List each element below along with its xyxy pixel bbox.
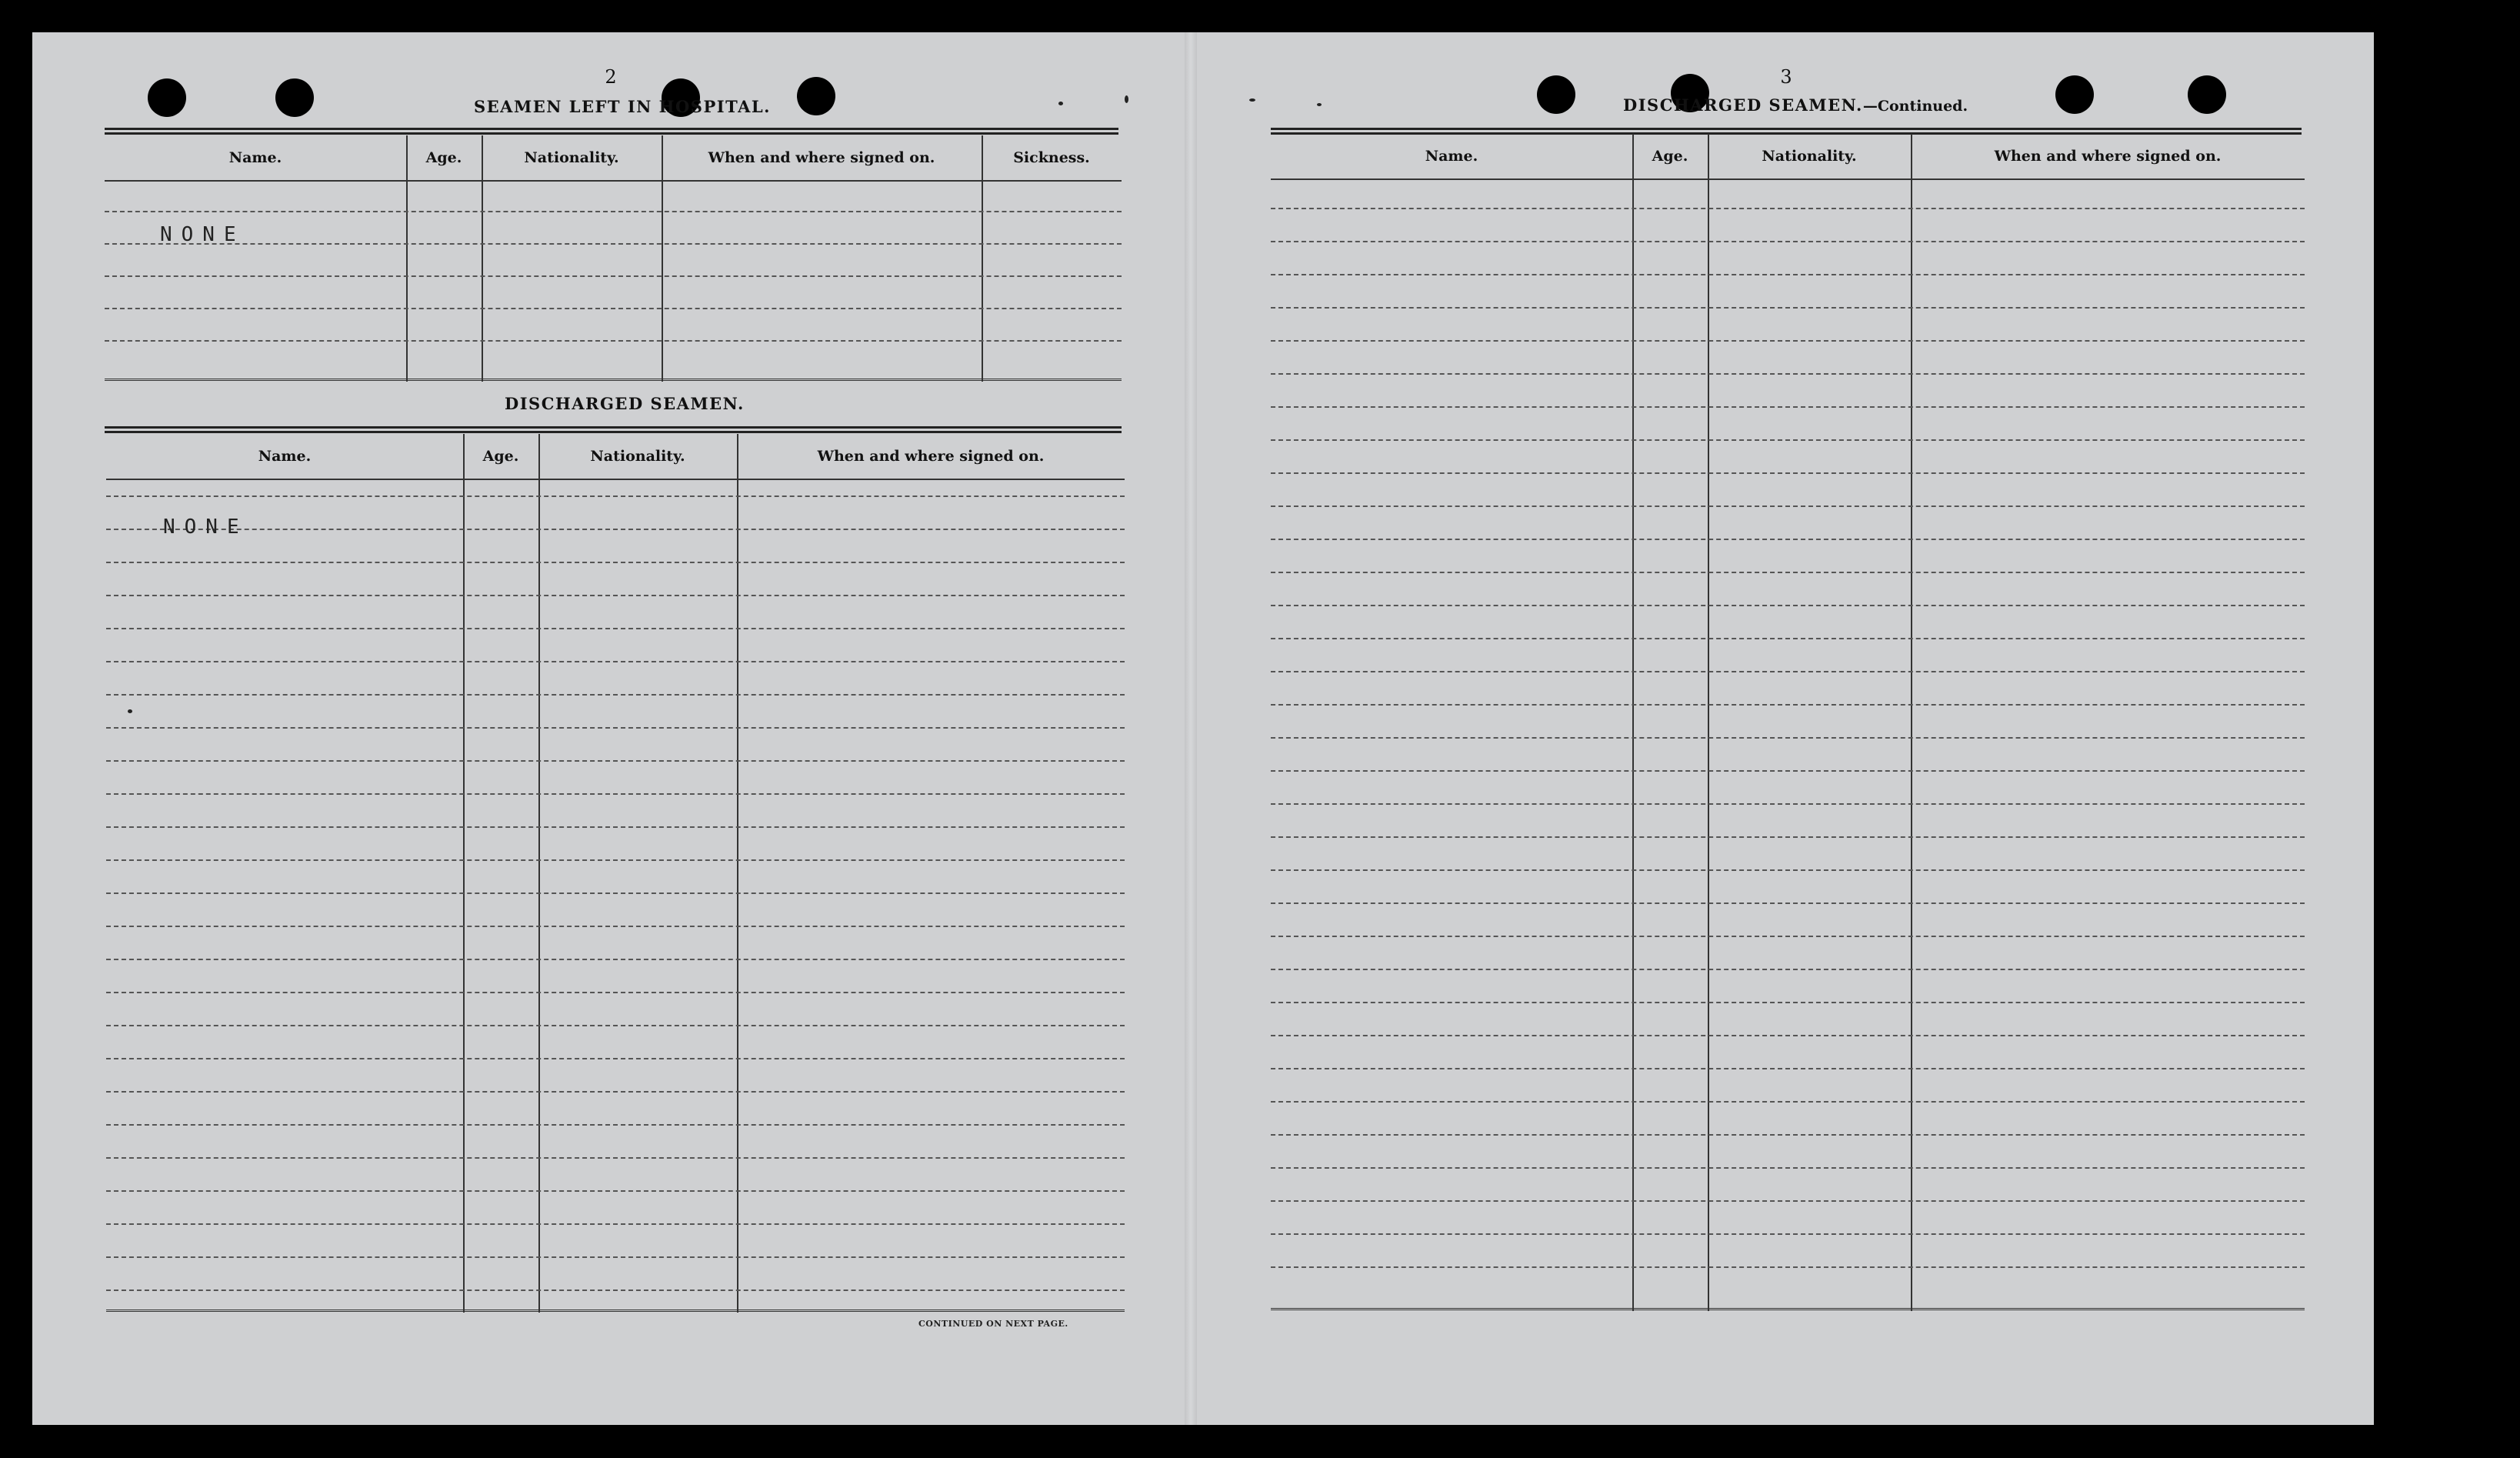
ruled-line xyxy=(106,793,1125,795)
col-header-age: Age. xyxy=(1652,148,1688,165)
header-rule xyxy=(105,128,1118,135)
punch-hole xyxy=(148,78,186,117)
section-title-hospital: SEAMEN LEFT IN HOSPITAL. xyxy=(474,97,771,116)
page-number: 3 xyxy=(1780,66,1792,88)
ledger-bottom-rule xyxy=(1271,1308,2305,1313)
ruled-line xyxy=(1271,373,2305,375)
ruled-line xyxy=(106,628,1125,629)
ruled-line xyxy=(1271,406,2305,408)
ruled-line xyxy=(1271,1101,2305,1103)
col-header-nationality: Nationality. xyxy=(524,149,619,166)
ruled-line xyxy=(1271,770,2305,772)
punch-hole xyxy=(2055,75,2094,114)
ruled-line xyxy=(106,1223,1125,1225)
ruled-line xyxy=(1271,1167,2305,1169)
ruled-line xyxy=(1271,340,2305,342)
ruled-line xyxy=(106,727,1125,729)
hospital-ledger xyxy=(105,135,1122,382)
ruled-line xyxy=(106,959,1125,960)
header-rule xyxy=(105,426,1122,433)
punch-hole xyxy=(275,78,314,117)
ruled-line xyxy=(106,992,1125,993)
ruled-line xyxy=(1271,1068,2305,1069)
ruled-line xyxy=(1271,1002,2305,1003)
col-header-name: Name. xyxy=(1425,148,1478,165)
title-suffix: —Continued. xyxy=(1862,98,1968,115)
ruled-line xyxy=(106,1190,1125,1192)
column-divider xyxy=(982,135,983,382)
ruled-line xyxy=(1271,638,2305,639)
ledger-header xyxy=(106,434,1125,480)
discharged-ledger-left xyxy=(106,434,1125,1313)
column-divider xyxy=(406,135,408,382)
col-header-nationality: Nationality. xyxy=(590,448,685,465)
ruled-line xyxy=(1271,836,2305,838)
ruled-line xyxy=(1271,505,2305,507)
col-header-age: Age. xyxy=(482,448,519,465)
ruled-line xyxy=(106,562,1125,563)
ruled-line xyxy=(1271,1200,2305,1202)
ruled-line xyxy=(106,760,1125,762)
ruled-line xyxy=(1271,539,2305,540)
col-header-sickness: Sickness. xyxy=(1013,149,1090,166)
ruled-line xyxy=(1271,241,2305,242)
ruled-line xyxy=(106,661,1125,662)
ruled-line xyxy=(106,495,1125,497)
ruled-line xyxy=(105,275,1122,277)
ruled-line xyxy=(106,694,1125,696)
continued-note: CONTINUED ON NEXT PAGE. xyxy=(918,1319,1068,1329)
ruled-line xyxy=(1271,472,2305,474)
ruled-line xyxy=(106,892,1125,894)
ruled-line xyxy=(1271,1233,2305,1235)
ruled-line xyxy=(1271,936,2305,937)
speck-mark xyxy=(1317,103,1322,106)
ruled-line xyxy=(1271,439,2305,441)
ruled-line xyxy=(105,308,1122,309)
ledger-bottom-rule xyxy=(105,379,1122,383)
punch-hole xyxy=(1537,75,1575,114)
ruled-line xyxy=(106,1256,1125,1258)
ruled-line xyxy=(106,1124,1125,1126)
ruled-line xyxy=(106,1058,1125,1059)
section-title-discharged-continued xyxy=(1623,95,1968,115)
ruled-line xyxy=(106,1290,1125,1291)
discharged-ledger-right xyxy=(1271,134,2305,1311)
col-header-signed-on: When and where signed on. xyxy=(1994,148,2222,165)
col-header-name: Name. xyxy=(228,149,282,166)
ruled-line xyxy=(106,1091,1125,1093)
column-divider xyxy=(482,135,483,382)
ruled-line xyxy=(1271,902,2305,904)
ruled-line xyxy=(1271,737,2305,739)
ruled-line xyxy=(1271,307,2305,309)
ruled-line xyxy=(1271,208,2305,209)
col-header-age: Age. xyxy=(425,149,462,166)
ruled-line xyxy=(1271,1035,2305,1036)
book-gutter xyxy=(1185,32,1197,1425)
ruled-line xyxy=(105,211,1122,212)
ruled-line xyxy=(1271,274,2305,275)
col-header-signed-on: When and where signed on. xyxy=(708,149,935,166)
col-header-name: Name. xyxy=(258,448,312,465)
ruled-line xyxy=(1271,969,2305,970)
title-text: DISCHARGED SEAMEN. xyxy=(1623,95,1863,115)
ruled-line xyxy=(106,1025,1125,1026)
col-header-signed-on: When and where signed on. xyxy=(817,448,1045,465)
discharged-entry-none: NONE xyxy=(163,515,248,539)
ruled-line xyxy=(106,926,1125,927)
column-divider xyxy=(737,434,738,1313)
ruled-line xyxy=(106,529,1125,530)
ledger-bottom-rule xyxy=(106,1310,1125,1314)
ruled-line xyxy=(1271,1266,2305,1268)
ruled-line xyxy=(106,826,1125,828)
speck-mark xyxy=(1249,98,1255,102)
ruled-line xyxy=(1271,572,2305,573)
column-divider xyxy=(662,135,663,382)
section-title-discharged: DISCHARGED SEAMEN. xyxy=(505,394,745,413)
ledger-header xyxy=(105,135,1122,182)
col-header-nationality: Nationality. xyxy=(1762,148,1857,165)
page-number: 2 xyxy=(605,66,617,88)
speck-mark xyxy=(1125,95,1128,103)
ruled-line xyxy=(1271,1134,2305,1136)
column-divider xyxy=(538,434,540,1313)
ruled-line xyxy=(105,340,1122,342)
ruled-line xyxy=(106,1157,1125,1159)
ruled-line xyxy=(1271,803,2305,805)
ruled-line xyxy=(105,243,1122,245)
ruled-line xyxy=(1271,605,2305,606)
ruled-line xyxy=(1271,671,2305,672)
punch-hole xyxy=(797,77,835,115)
ledger-header xyxy=(1271,134,2305,180)
hospital-entry-none: NONE xyxy=(160,223,245,246)
ruled-line xyxy=(1271,869,2305,871)
speck-mark xyxy=(1058,102,1063,105)
column-divider xyxy=(463,434,465,1313)
ruled-line xyxy=(106,595,1125,596)
punch-hole xyxy=(2188,75,2226,114)
ruled-line xyxy=(1271,704,2305,706)
ruled-line xyxy=(106,859,1125,861)
